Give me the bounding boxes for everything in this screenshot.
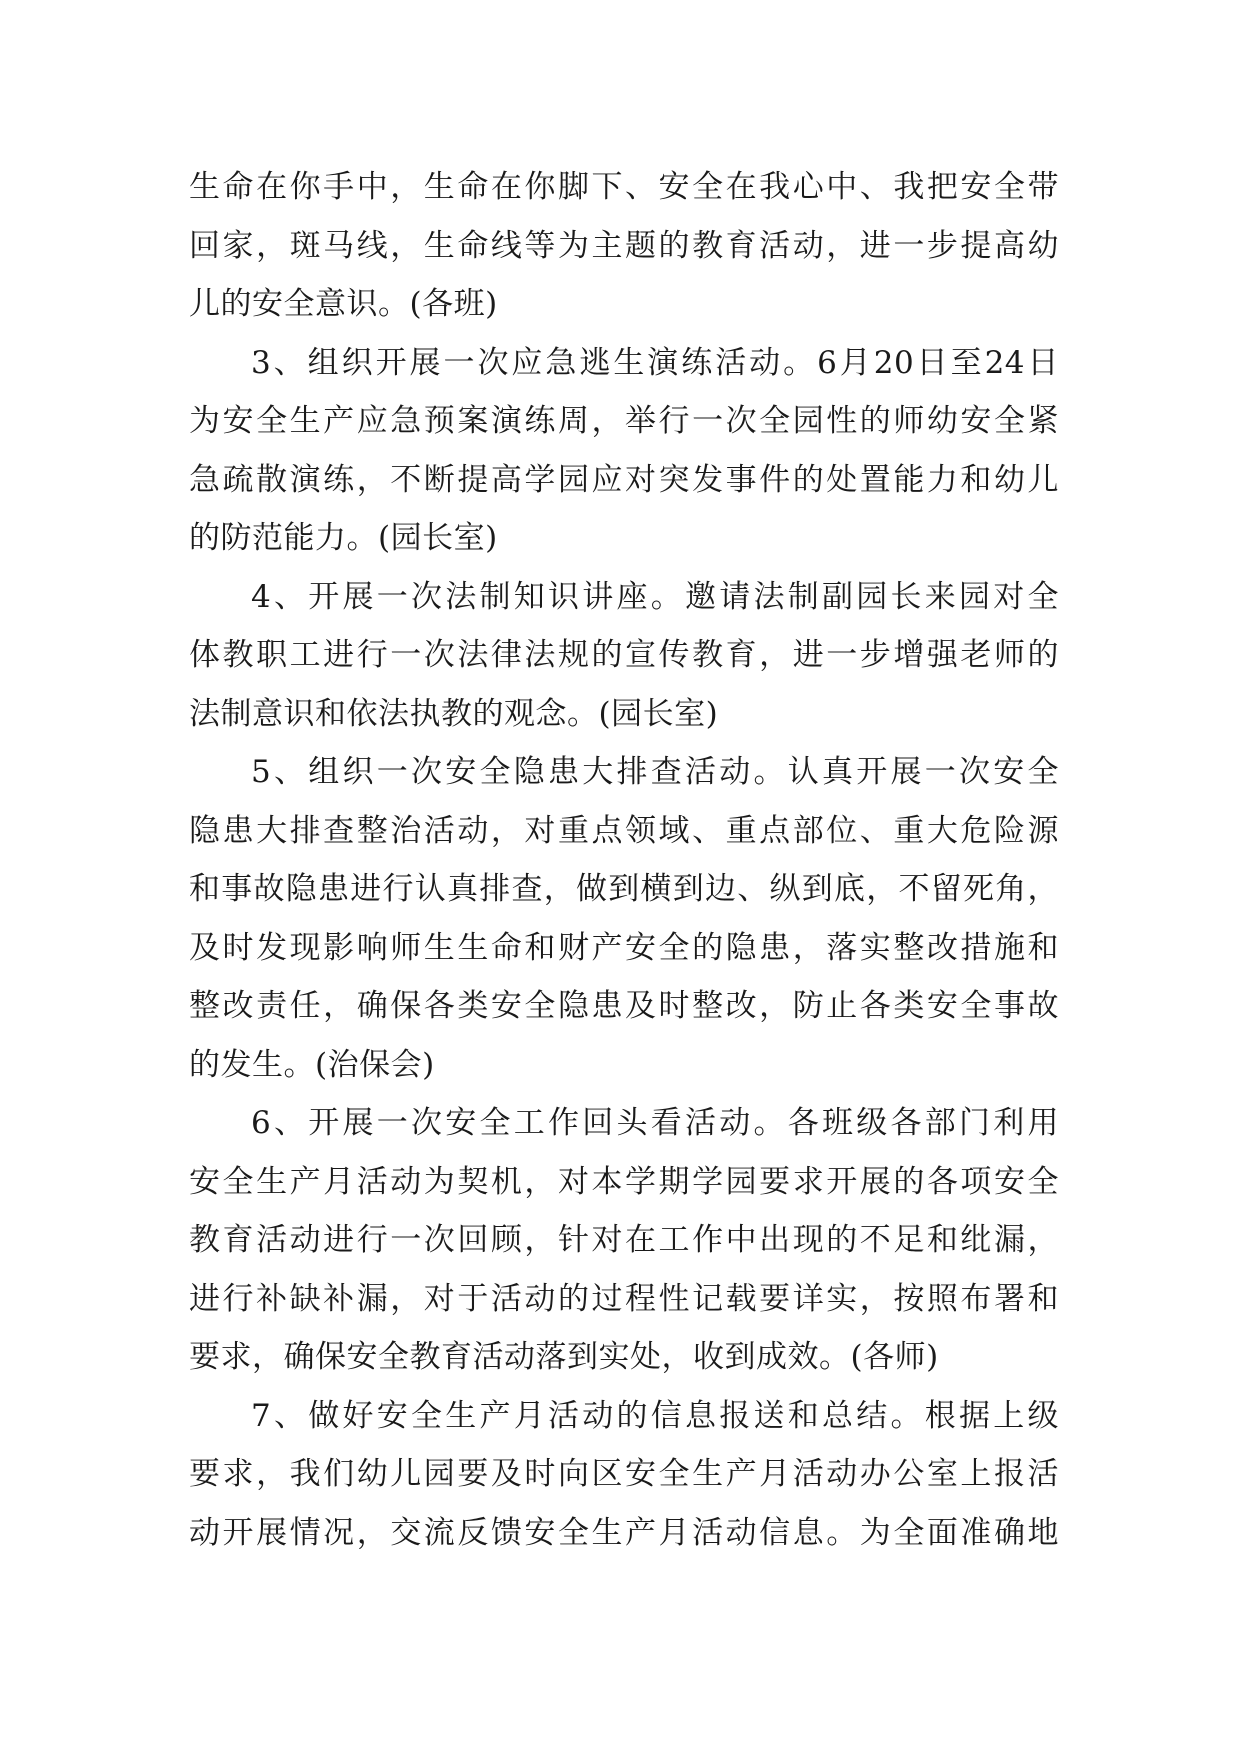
text-line: 急疏散演练，不断提高学园应对突发事件的处置能力和幼儿 [189, 461, 1059, 498]
text-line: 整改责任，确保各类安全隐患及时整改，防止各类安全事故 [189, 988, 1059, 1024]
text-line: 儿的安全意识。(各班) [189, 286, 498, 322]
text-line: 4、开展一次法制知识讲座。邀请法制副园长来园对全 [251, 578, 1059, 615]
text-line: 要求，确保安全教育活动落到实处，收到成效。(各师) [189, 1339, 939, 1375]
text-line: 法制意识和依法执教的观念。(园长室) [189, 695, 719, 732]
text-line: 的发生。(治保会) [189, 1046, 435, 1083]
text-line: 及时发现影响师生生命和财产安全的隐患，落实整改措施和 [189, 929, 1059, 966]
text-line: 7、做好安全生产月活动的信息报送和总结。根据上级 [251, 1397, 1059, 1434]
text-line: 进行补缺补漏，对于活动的过程性记载要详实，按照布署和 [189, 1280, 1059, 1317]
text-line: 教育活动进行一次回顾，针对在工作中出现的不足和纰漏， [189, 1222, 1059, 1258]
text-line: 生命在你手中，生命在你脚下、安全在我心中、我把安全带 [189, 169, 1059, 205]
text-line: 和事故隐患进行认真排查，做到横到边、纵到底，不留死角， [189, 871, 1059, 907]
text-line: 体教职工进行一次法律法规的宣传教育，进一步增强老师的 [189, 637, 1059, 673]
text-line: 3、组织开展一次应急逃生演练活动。6月20日至24日 [251, 344, 1059, 381]
text-line: 的防范能力。(园长室) [189, 520, 498, 556]
text-line: 回家，斑马线，生命线等为主题的教育活动，进一步提高幼 [189, 227, 1059, 264]
text-line: 为安全生产应急预案演练周，举行一次全园性的师幼安全紧 [189, 403, 1059, 439]
text-line: 6、开展一次安全工作回头看活动。各班级各部门利用 [251, 1105, 1059, 1141]
body-text [189, 158, 1059, 1562]
text-line: 要求，我们幼儿园要及时向区安全生产月活动办公室上报活 [189, 1456, 1059, 1492]
text-line: 动开展情况，交流反馈安全生产月活动信息。为全面准确地 [189, 1514, 1059, 1551]
text-line: 5、组织一次安全隐患大排查活动。认真开展一次安全 [251, 754, 1059, 790]
text-line: 隐患大排查整治活动，对重点领域、重点部位、重大危险源 [189, 812, 1059, 849]
text-line: 安全生产月活动为契机，对本学期学园要求开展的各项安全 [189, 1163, 1059, 1200]
